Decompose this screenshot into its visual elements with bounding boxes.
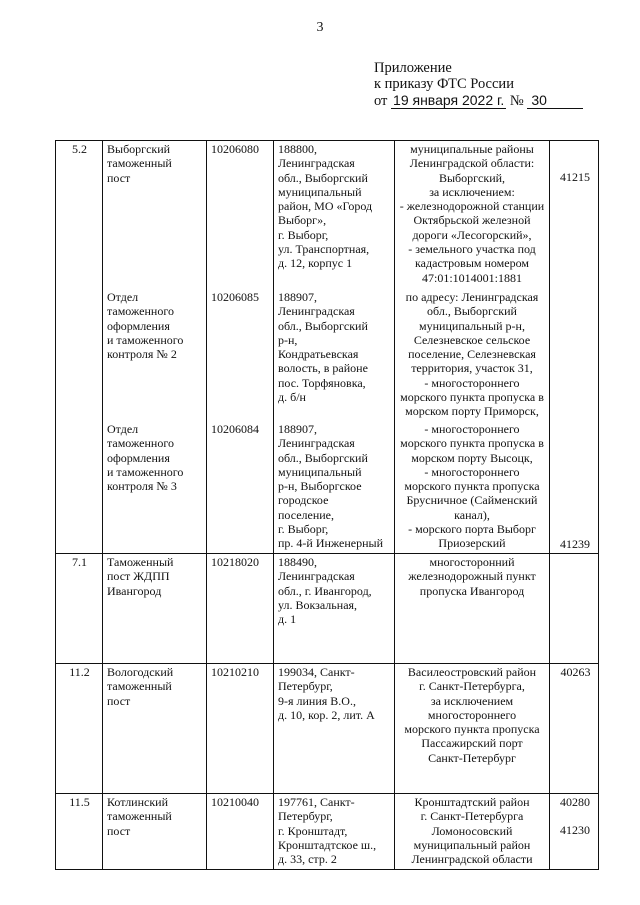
unit-code: 10206080 xyxy=(211,142,259,156)
unit-code: 10210040 xyxy=(206,794,273,869)
subunit-code: 10206084 xyxy=(211,422,259,436)
unit-name: Вологодский таможенный пост xyxy=(102,664,206,779)
okato-code xyxy=(549,554,600,628)
address-cell xyxy=(273,141,394,553)
unit-code: 10210210 xyxy=(206,664,273,779)
okato-cell xyxy=(549,794,600,869)
unit-region: Василеостровский район г. Санкт-Петербурга, за исключением многостороннего морского пункта пропуска Пассажирский порт Санкт-Петербург xyxy=(394,664,549,779)
page-number: 3 xyxy=(316,20,324,35)
okato-code: 41215 xyxy=(560,170,590,184)
unit-address: 199034, Санкт- Петербург, 9-я линия В.О., д. 10, кор. 2, лит. А xyxy=(273,664,394,779)
row-number: 7.1 xyxy=(72,555,87,569)
unit-name: Котлинский таможенный пост xyxy=(102,794,206,869)
row-number: 11.2 xyxy=(69,665,90,679)
unit-region: многосторонний железнодорожный пункт пропуска Ивангород xyxy=(394,554,549,628)
table-row xyxy=(55,140,599,553)
subunit-name: Отдел таможенного оформления и таможенного контроля № 3 xyxy=(107,422,184,494)
subunit-region: - многостороннего морского пункта пропуска в морском порту Высоцк, - многостороннего морского пункта пропуска Брусничное (Сайменский канал), - морского порта Выборг Приозерский xyxy=(400,422,544,551)
table-row xyxy=(55,793,599,870)
order-date: 19 января 2022 г. xyxy=(393,92,505,108)
unit-region: муниципальные районы Ленинградской области: Выборгский, за исключением: - железнодорожной станции Октябрьской железной дороги «Лесогорский», - земельного участка под кадастровым номером 47:01:1014001:1881 xyxy=(399,142,545,285)
subunit-region: по адресу: Ленинградская обл., Выборгский муниципальный р-н, Селезневское сельское поселение, Селезневская территория, участок 31, - многостороннего морского пункта пропуска в морском порту Приморск, xyxy=(400,290,544,419)
row-spacer xyxy=(55,628,599,663)
number-prefix: № xyxy=(509,93,524,109)
unit-address: 188800, Ленинградская обл., Выборгский муниципальный район, МО «Город Выборг», г. Выборг, ул. Транспортная, д. 12, корпус 1 xyxy=(278,142,373,271)
subunit-code: 10206085 xyxy=(211,290,259,304)
unit-code-cell xyxy=(206,141,273,553)
unit-name: Выборгский таможенный пост xyxy=(107,142,172,185)
appendix-title: Приложение xyxy=(374,60,452,76)
okato-code: 41239 xyxy=(560,537,590,551)
order-reference: к приказу ФТС России xyxy=(374,76,514,92)
row-spacer xyxy=(55,779,599,793)
region-cell xyxy=(394,141,549,553)
order-number: 30 xyxy=(527,92,583,109)
unit-address: 188490, Ленинградская обл., г. Ивангород, ул. Вокзальная, д. 1 xyxy=(273,554,394,628)
unit-region: Кронштадтский район г. Санкт-Петербурга Ломоносовский муниципальный район Ленинградской области xyxy=(394,794,549,869)
row-number: 11.5 xyxy=(69,795,90,809)
subunit-address: 188907, Ленинградская обл., Выборгский р-н, Кондратьевская волость, в районе пос. Торфяновка, д. б/н xyxy=(278,290,368,405)
okato-code: 40263 xyxy=(549,664,600,779)
unit-address: 197761, Санкт- Петербург, г. Кронштадт, Кронштадтское ш., д. 33, стр. 2 xyxy=(273,794,394,869)
unit-name-cell xyxy=(102,141,206,553)
order-date-line xyxy=(374,92,583,109)
date-prefix: от xyxy=(374,93,388,109)
unit-code: 10218020 xyxy=(206,554,273,628)
unit-name: Таможенный пост ЖДПП Ивангород xyxy=(102,554,206,628)
subunit-name: Отдел таможенного оформления и таможенного контроля № 2 xyxy=(107,290,184,362)
customs-table xyxy=(55,140,599,870)
row-number: 5.2 xyxy=(72,142,87,156)
table-row xyxy=(55,553,599,628)
appendix-header xyxy=(374,60,583,109)
okato-code: 41230 xyxy=(560,823,590,837)
subunit-address: 188907, Ленинградская обл., Выборгский муниципальный р-н, Выборгское городское поселение, г. Выборг, пр. 4-й Инженерный xyxy=(278,422,384,551)
okato-code: 40280 xyxy=(560,795,590,809)
table-row xyxy=(55,663,599,779)
okato-cell xyxy=(549,141,600,553)
